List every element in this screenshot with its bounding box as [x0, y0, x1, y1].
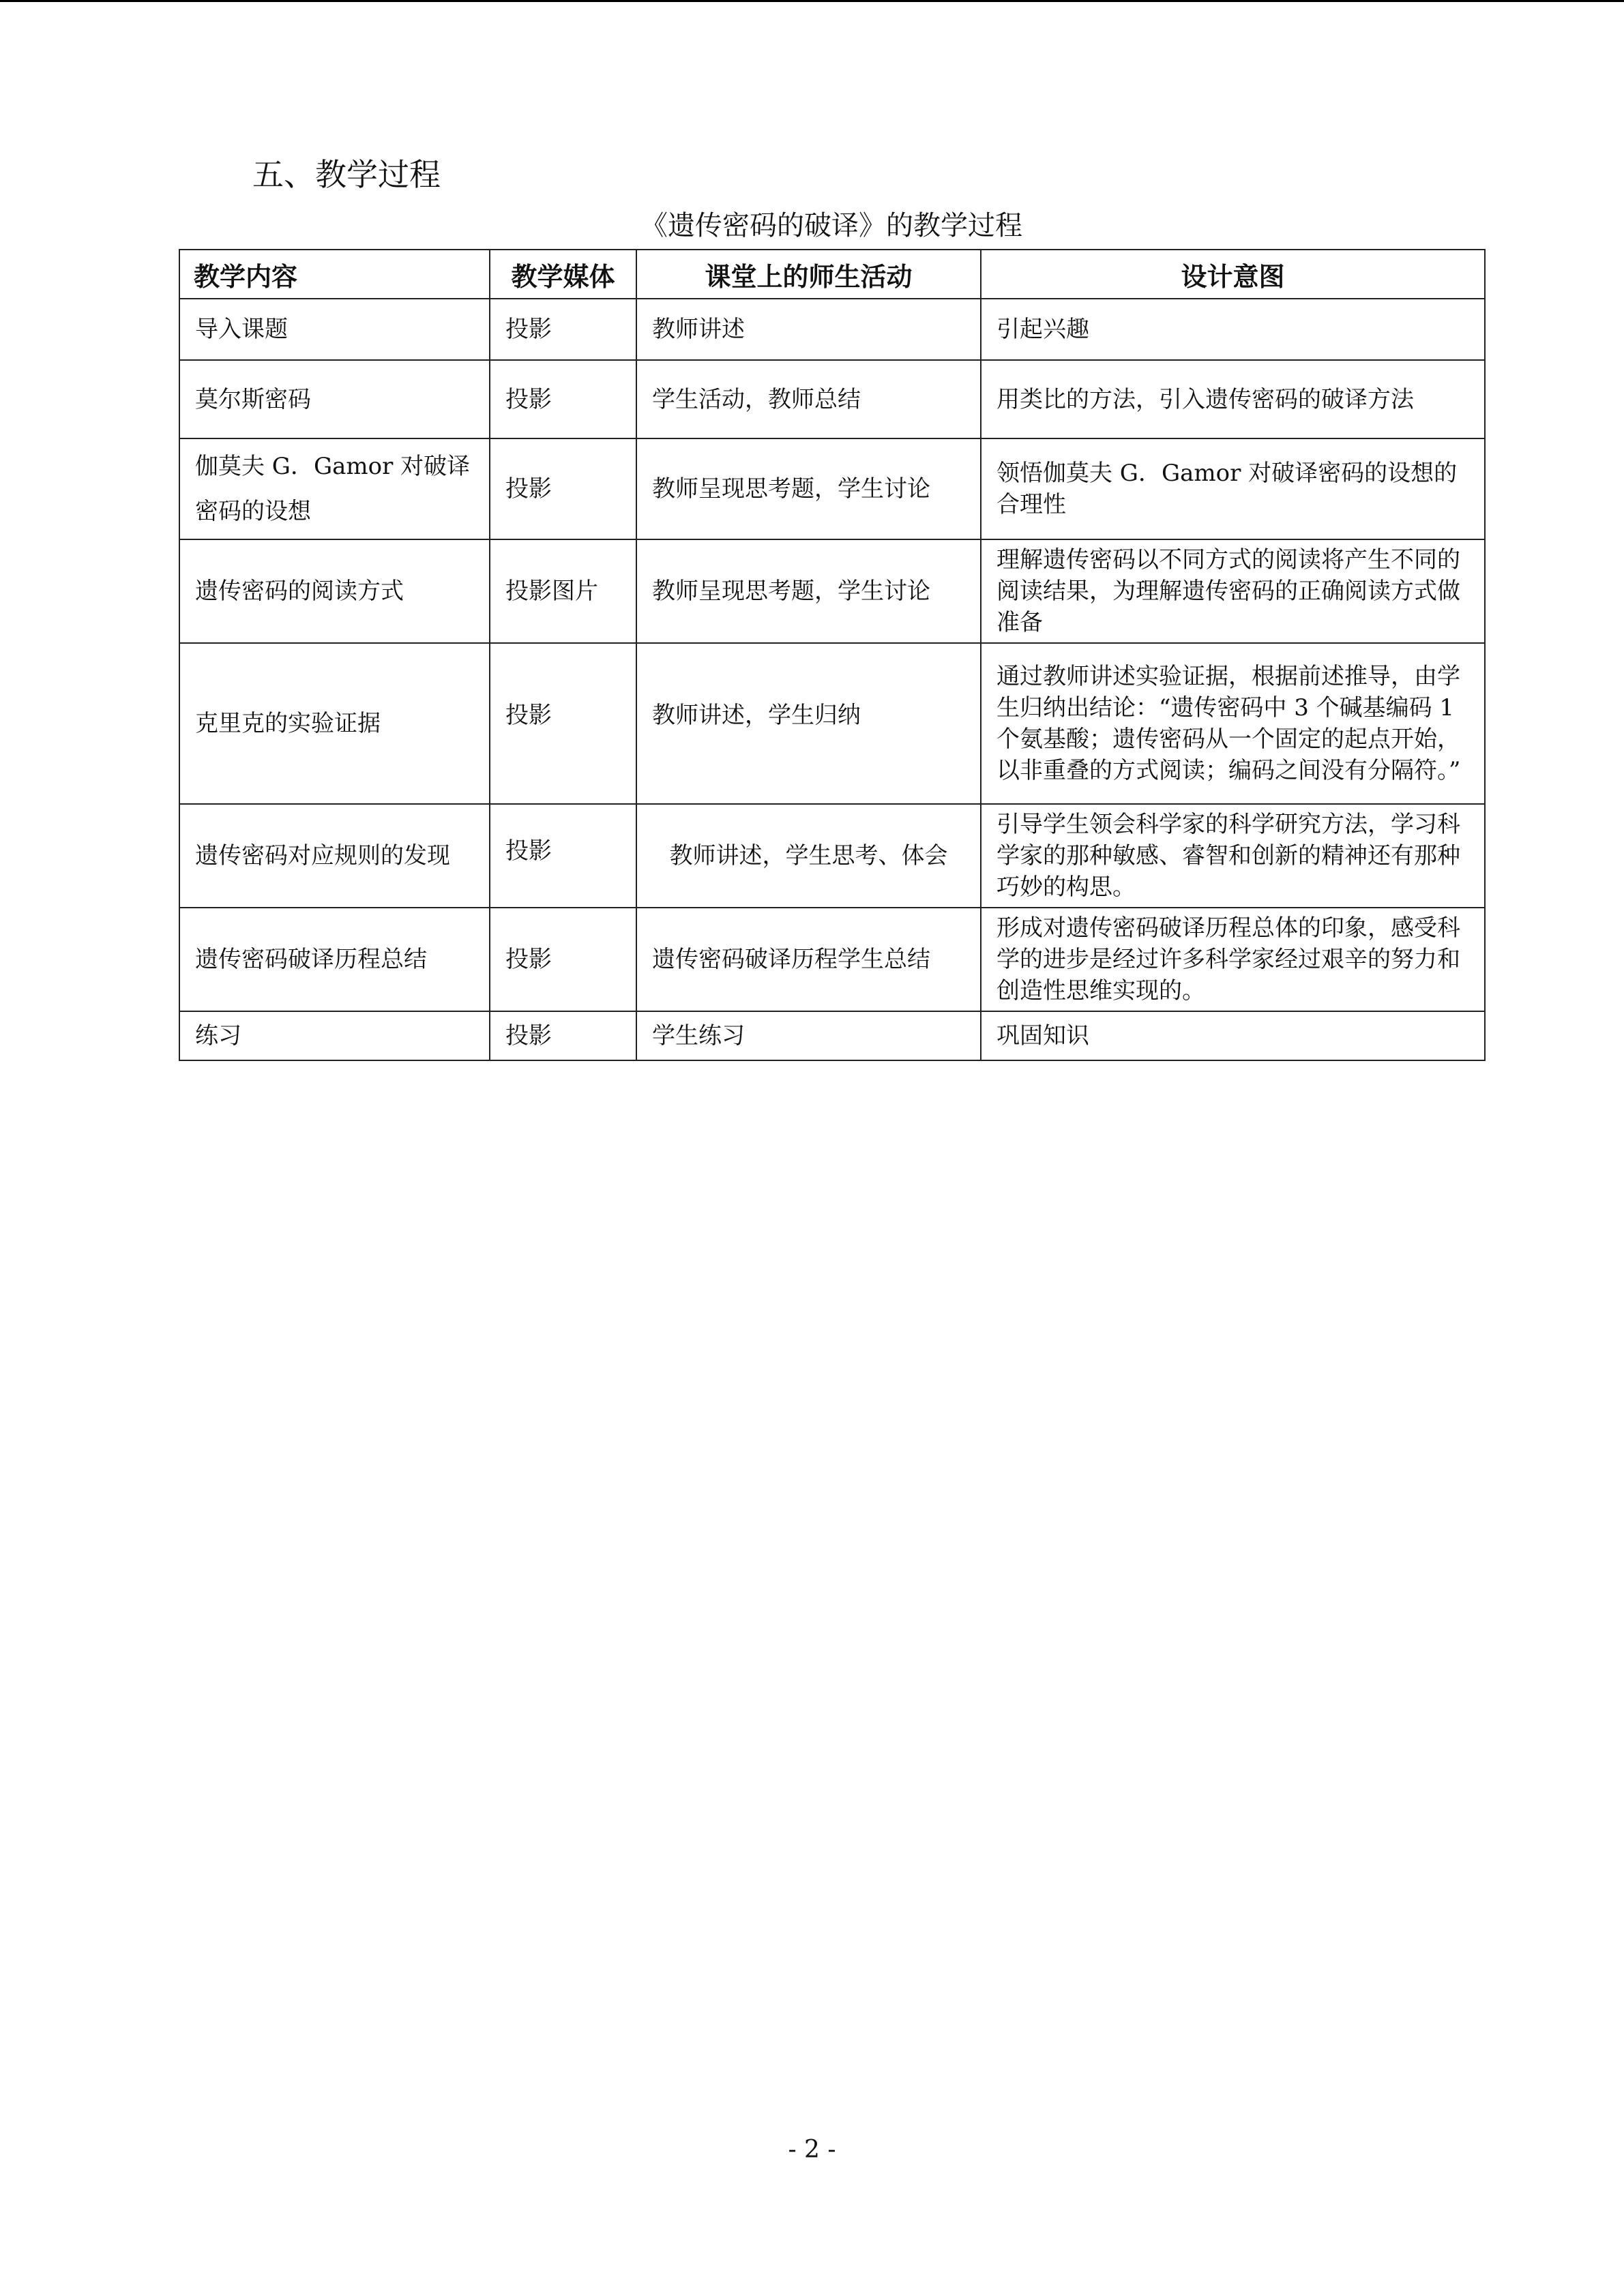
table-row: [179, 299, 1485, 360]
table-caption: 《遗传密码的破译》的教学过程: [640, 210, 1022, 241]
table-row: [179, 1011, 1485, 1060]
cell-content: 伽莫夫 G．Gamor 对破译密码的设想: [179, 438, 490, 539]
cell-media: 投影: [490, 438, 636, 539]
cell-media: 投影: [490, 1011, 636, 1060]
cell-media: 投影: [490, 804, 636, 908]
header-content: 教学内容: [179, 250, 490, 299]
table-row: [179, 539, 1485, 643]
table-row: [179, 438, 1485, 539]
cell-content: 莫尔斯密码: [179, 360, 490, 438]
cell-intent: 引起兴趣: [981, 299, 1485, 360]
table-row: [179, 908, 1485, 1011]
cell-media: 投影: [490, 908, 636, 1011]
cell-content: 遗传密码对应规则的发现: [179, 804, 490, 908]
cell-intent: 通过教师讲述实验证据，根据前述推导，由学生归纳出结论：“遗传密码中 3 个碱基编码 1 个氨基酸；遗传密码从一个固定的起点开始，以非重叠的方式阅读；编码之间没有分隔符。”: [981, 643, 1485, 804]
cell-activity: 学生练习: [636, 1011, 981, 1060]
cell-content: 遗传密码破译历程总结: [179, 908, 490, 1011]
cell-intent: 用类比的方法，引入遗传密码的破译方法: [981, 360, 1485, 438]
header-activity: 课堂上的师生活动: [636, 250, 981, 299]
cell-intent: 形成对遗传密码破译历程总体的印象，感受科学的进步是经过许多科学家经过艰辛的努力和创造性思维实现的。: [981, 908, 1485, 1011]
table-row: [179, 643, 1485, 804]
cell-intent: 引导学生领会科学家的科学研究方法，学习科学家的那种敏感、睿智和创新的精神还有那种巧妙的构思。: [981, 804, 1485, 908]
cell-activity: 教师讲述: [636, 299, 981, 360]
teaching-process-table: [179, 249, 1486, 1061]
header-intent: 设计意图: [981, 250, 1485, 299]
cell-activity: 遗传密码破译历程学生总结: [636, 908, 981, 1011]
table-row: [179, 804, 1485, 908]
cell-intent: 巩固知识: [981, 1011, 1485, 1060]
cell-content: 练习: [179, 1011, 490, 1060]
table-row: [179, 360, 1485, 438]
cell-activity: 教师讲述，学生归纳: [636, 643, 981, 804]
cell-media: 投影: [490, 643, 636, 804]
cell-activity: 学生活动，教师总结: [636, 360, 981, 438]
cell-content: 遗传密码的阅读方式: [179, 539, 490, 643]
cell-content: 导入课题: [179, 299, 490, 360]
header-media: 教学媒体: [490, 250, 636, 299]
table-header-row: [179, 250, 1485, 299]
cell-media: 投影: [490, 299, 636, 360]
cell-media: 投影图片: [490, 539, 636, 643]
cell-media: 投影: [490, 360, 636, 438]
cell-intent: 理解遗传密码以不同方式的阅读将产生不同的阅读结果，为理解遗传密码的正确阅读方式做准备: [981, 539, 1485, 643]
cell-activity: 教师呈现思考题，学生讨论: [636, 539, 981, 643]
cell-activity: 教师讲述，学生思考、体会: [636, 804, 981, 908]
cell-intent: 领悟伽莫夫 G．Gamor 对破译密码的设想的合理性: [981, 438, 1485, 539]
cell-activity: 教师呈现思考题，学生讨论: [636, 438, 981, 539]
page-top-border: [0, 0, 1624, 2]
cell-content: 克里克的实验证据: [179, 643, 490, 804]
section-heading: 五、教学过程: [252, 156, 441, 193]
page-number: - 2 -: [788, 2136, 836, 2164]
